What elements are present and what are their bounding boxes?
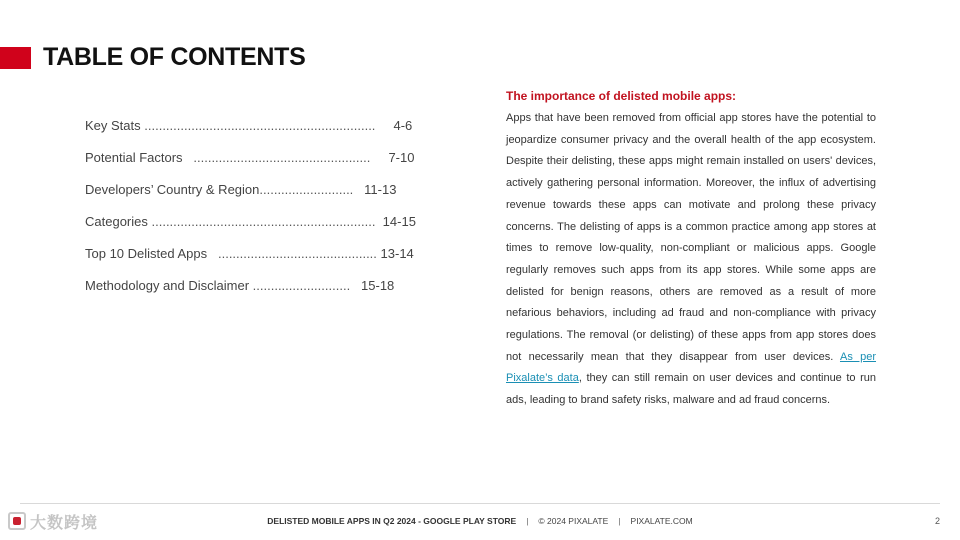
- toc-item-developers-country[interactable]: [85, 182, 397, 214]
- toc-label: Key Stats: [85, 118, 141, 133]
- section-body: [506, 108, 876, 412]
- toc-item-top-10-delisted[interactable]: [85, 246, 414, 278]
- toc-pages: 4-6: [393, 118, 413, 133]
- footer-separator: |: [618, 516, 621, 526]
- toc-leader: ............................................: [217, 246, 377, 261]
- toc-label: Developers’ Country & Region: [85, 182, 260, 197]
- table-of-contents: [85, 118, 416, 310]
- body-text: Apps that have been removed from official app stores have the potential to jeopardize consumer privacy and the overall health of the app ecosystem. Despite their delisting, these apps might remain installed on users' devices, actively gathering personal information. Moreover, the influx of advertising revenue towards these apps can motivate and prolong these privacy concerns. The delisting of apps is a common practice among app stores at times to remove low-quality, non-compliant or malicious apps. Google regularly removes such apps from its app stores. While some apps are delisted for benign reasons, others are removed as a result of more nefarious behaviors, including ad fraud and non-compliance with privacy regulations. The removal (or delisting) of these apps from app stores does not necessarily mean that they disappear from user devices.: [506, 112, 876, 363]
- body-text-end: , they can still remain on user devices and continue to run ads, leading to brand safety risks, malware and ad fraud concerns.: [506, 372, 876, 407]
- toc-label: Methodology and Disclaimer: [85, 278, 250, 293]
- toc-label: Categories: [85, 214, 148, 229]
- footer-copyright: © 2024 PIXALATE: [538, 516, 609, 526]
- toc-leader: ................................................................: [144, 118, 376, 133]
- toc-pages: 13-14: [380, 246, 414, 261]
- page-title: TABLE OF CONTENTS: [43, 43, 306, 71]
- watermark-text: 大数跨境: [30, 514, 99, 532]
- toc-label: Potential Factors: [85, 150, 183, 165]
- toc-leader: .................................................: [193, 150, 371, 165]
- toc-leader: ...........................: [252, 278, 351, 293]
- toc-pages: 7-10: [388, 150, 415, 165]
- footer-divider: [20, 503, 940, 504]
- toc-item-potential-factors[interactable]: [85, 150, 415, 182]
- toc-item-key-stats[interactable]: [85, 118, 413, 150]
- toc-label: Top 10 Delisted Apps: [85, 246, 208, 261]
- toc-pages: 11-13: [364, 182, 397, 197]
- footer-site[interactable]: PIXALATE.COM: [630, 516, 693, 526]
- toc-item-methodology[interactable]: [85, 278, 395, 310]
- page-number: 2: [934, 516, 940, 526]
- footer-separator: |: [526, 516, 529, 526]
- toc-leader: ..............................................................: [151, 214, 376, 229]
- title-accent-bar: [0, 47, 31, 69]
- footer-report-title: DELISTED MOBILE APPS IN Q2 2024 - GOOGLE PLAY STORE: [267, 516, 517, 526]
- toc-pages: 14-15: [382, 214, 416, 229]
- pixalate-data-link[interactable]: As per Pixalate’s data: [506, 350, 877, 385]
- section-heading: The importance of delisted mobile apps:: [506, 89, 737, 103]
- footer: [0, 516, 960, 526]
- intro-section: [506, 86, 876, 412]
- toc-item-categories[interactable]: [85, 214, 416, 246]
- toc-pages: 15-18: [361, 278, 395, 293]
- toc-leader: ..........................: [259, 182, 354, 197]
